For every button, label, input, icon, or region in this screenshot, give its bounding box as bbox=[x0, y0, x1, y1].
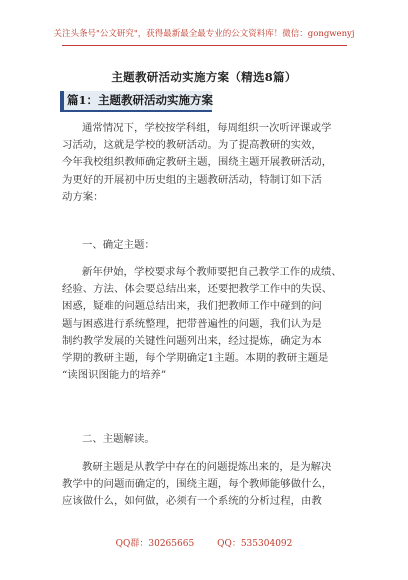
text-line: 动方案： bbox=[62, 190, 104, 203]
text-line: 制约教学发展的关键性问题列出来，经过提炼，确定为本 bbox=[62, 334, 322, 347]
text-line: 教研主题是从教学中存在的问题提炼出来的，是为解决 bbox=[82, 461, 332, 473]
intro-paragraph bbox=[62, 120, 347, 206]
footer-qq-number: QQ：535304092 bbox=[217, 539, 293, 549]
text-line: 为更好的开展初中历史组的主题教研活动，特制订如下活 bbox=[62, 173, 322, 186]
text-line: 学期的教研主题，每个学期确定1主题。本期的教研主题是 bbox=[62, 352, 329, 365]
text-line: “读图识图能力的培养” bbox=[62, 369, 167, 382]
text-line: 新年伊始，学校要求每个教师要把自己教学工作的成绩、 bbox=[82, 266, 342, 278]
text-line: 题与困惑进行系统整理，把带普遍性的问题，我们认为是 bbox=[62, 317, 322, 330]
text-line: 通常情况下，学校按学科组，每周组织一次听评课或学 bbox=[82, 122, 332, 134]
subheading-topic-interpretation: 二、主题解读。 bbox=[82, 433, 155, 445]
text-line: 教学中的问题而确定的，围绕主题，每个教师能够做什么， bbox=[62, 478, 333, 491]
paragraph-determine-topic bbox=[62, 264, 347, 384]
text-line: 困惑，疑难的问题总结出来，我们把教师工作中碰到的问 bbox=[62, 300, 322, 313]
text-line: 今年我校组织教师确定教研主题，围绕主题开展教研活动， bbox=[62, 156, 333, 169]
document-title: 主题教研活动实施方案（精选8篇） bbox=[111, 70, 297, 84]
text-line: 习活动，这就是学校的教研活动。为了提高教研的实效， bbox=[62, 139, 322, 152]
footer-qq-group: QQ群：30265665 bbox=[115, 539, 195, 549]
header-divider bbox=[62, 45, 347, 46]
section-heading: 篇1：主题教研活动实施方案 bbox=[60, 91, 212, 112]
subheading-determine-topic: 一、确定主题： bbox=[82, 239, 155, 251]
text-line: 应该做什么，如何做，必须有一个系统的分析过程，由教 bbox=[62, 495, 322, 508]
header-banner: 关注头条号"公文研究"，获得最新最全最专业的公文资料库！微信：gongwenyj bbox=[53, 29, 355, 39]
footer-contact bbox=[0, 536, 408, 549]
text-line: 经验、方法、体会要总结出来，还要把教学工作中的失误、 bbox=[62, 283, 333, 296]
paragraph-topic-interpretation bbox=[62, 459, 347, 511]
